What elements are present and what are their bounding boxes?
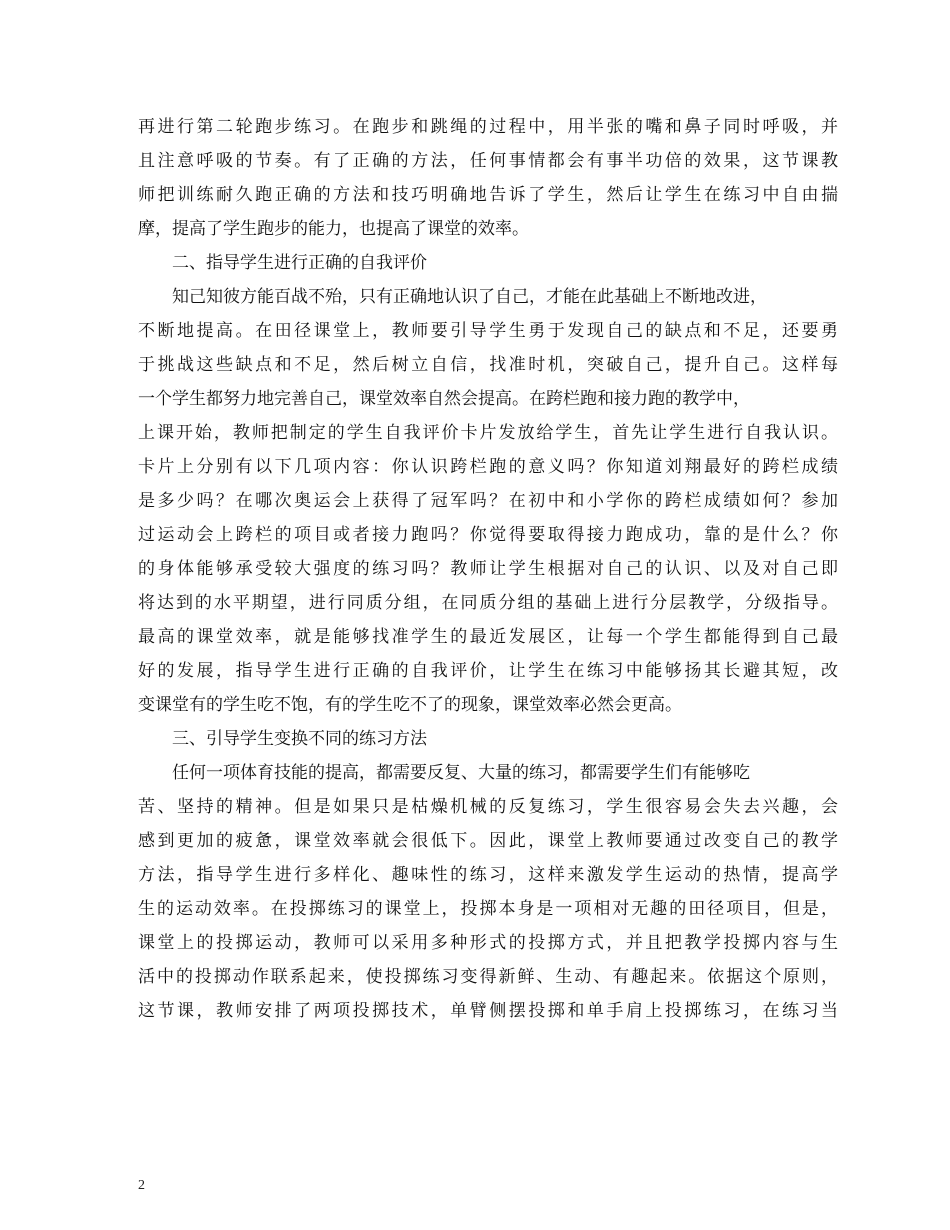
- text-line: 且注意呼吸的节奏。有了正确的方法，任何事情都会有事半功倍的效果，这节课教: [138, 151, 838, 171]
- text-line: 课堂上的投掷运动，教师可以采用多种形式的投掷方式，并且把教学投掷内容与生: [138, 933, 838, 953]
- text-line: 好的发展，指导学生进行正确的自我评价，让学生在练习中能够扬其长避其短，改: [138, 661, 838, 681]
- text-line: 摩，提高了学生跑步的能力，也提高了课堂的效率。: [138, 219, 529, 239]
- text-line: 三、引导学生变换不同的练习方法: [172, 729, 427, 749]
- text-line: 卡片上分别有以下几项内容：你认识跨栏跑的意义吗？你知道刘翔最好的跨栏成绩: [138, 457, 838, 477]
- text-line: 活中的投掷动作联系起来，使投掷练习变得新鲜、生动、有趣起来。依据这个原则，: [138, 967, 838, 987]
- text-line: 再进行第二轮跑步练习。在跑步和跳绳的过程中，用半张的嘴和鼻子同时呼吸，并: [138, 117, 838, 137]
- text-line: 一个学生都努力地完善自己，课堂效率自然会提高。在跨栏跑和接力跑的教学中，: [138, 389, 750, 409]
- text-line: 这节课，教师安排了两项投掷技术，单臂侧摆投掷和单手肩上投掷练习，在练习当: [138, 1001, 838, 1021]
- text-line: 感到更加的疲惫，课堂效率就会很低下。因此，课堂上教师要通过改变自己的教学: [138, 831, 838, 851]
- text-line: 生的运动效率。在投掷练习的课堂上，投掷本身是一项相对无趣的田径项目，但是，: [138, 899, 838, 919]
- text-line: 于挑战这些缺点和不足，然后树立自信，找准时机，突破自己，提升自己。这样每: [138, 355, 838, 375]
- text-line: 将达到的水平期望，进行同质分组，在同质分组的基础上进行分层教学，分级指导。: [138, 593, 838, 613]
- text-line: 不断地提高。在田径课堂上，教师要引导学生勇于发现自己的缺点和不足，还要勇: [138, 321, 838, 341]
- text-line: 变课堂有的学生吃不饱，有的学生吃不了的现象，课堂效率必然会更高。: [138, 695, 682, 715]
- text-line: 是多少吗？在哪次奥运会上获得了冠军吗？在初中和小学你的跨栏成绩如何？参加: [138, 491, 838, 511]
- text-line: 上课开始，教师把制定的学生自我评价卡片发放给学生，首先让学生进行自我认识。: [138, 423, 838, 443]
- text-line: 最高的课堂效率，就是能够找准学生的最近发展区，让每一个学生都能得到自己最: [138, 627, 838, 647]
- text-line: 知己知彼方能百战不殆，只有正确地认识了自己，才能在此基础上不断地改进，: [172, 287, 767, 307]
- text-line: 任何一项体育技能的提高，都需要反复、大量的练习，都需要学生们有能够吃: [172, 763, 750, 783]
- text-line: 二、指导学生进行正确的自我评价: [172, 253, 427, 273]
- body-text: [138, 110, 838, 1028]
- text-line: 苦、坚持的精神。但是如果只是枯燥机械的反复练习，学生很容易会失去兴趣，会: [138, 797, 838, 817]
- page-number: 2: [138, 1178, 145, 1193]
- text-line: 的身体能够承受较大强度的练习吗？教师让学生根据对自己的认识、以及对自己即: [138, 559, 838, 579]
- text-line: 过运动会上跨栏的项目或者接力跑吗？你觉得要取得接力跑成功，靠的是什么？你: [138, 525, 838, 545]
- text-line: 师把训练耐久跑正确的方法和技巧明确地告诉了学生，然后让学生在练习中自由揣: [138, 185, 838, 205]
- text-line: 方法，指导学生进行多样化、趣味性的练习，这样来激发学生运动的热情，提高学: [138, 865, 838, 885]
